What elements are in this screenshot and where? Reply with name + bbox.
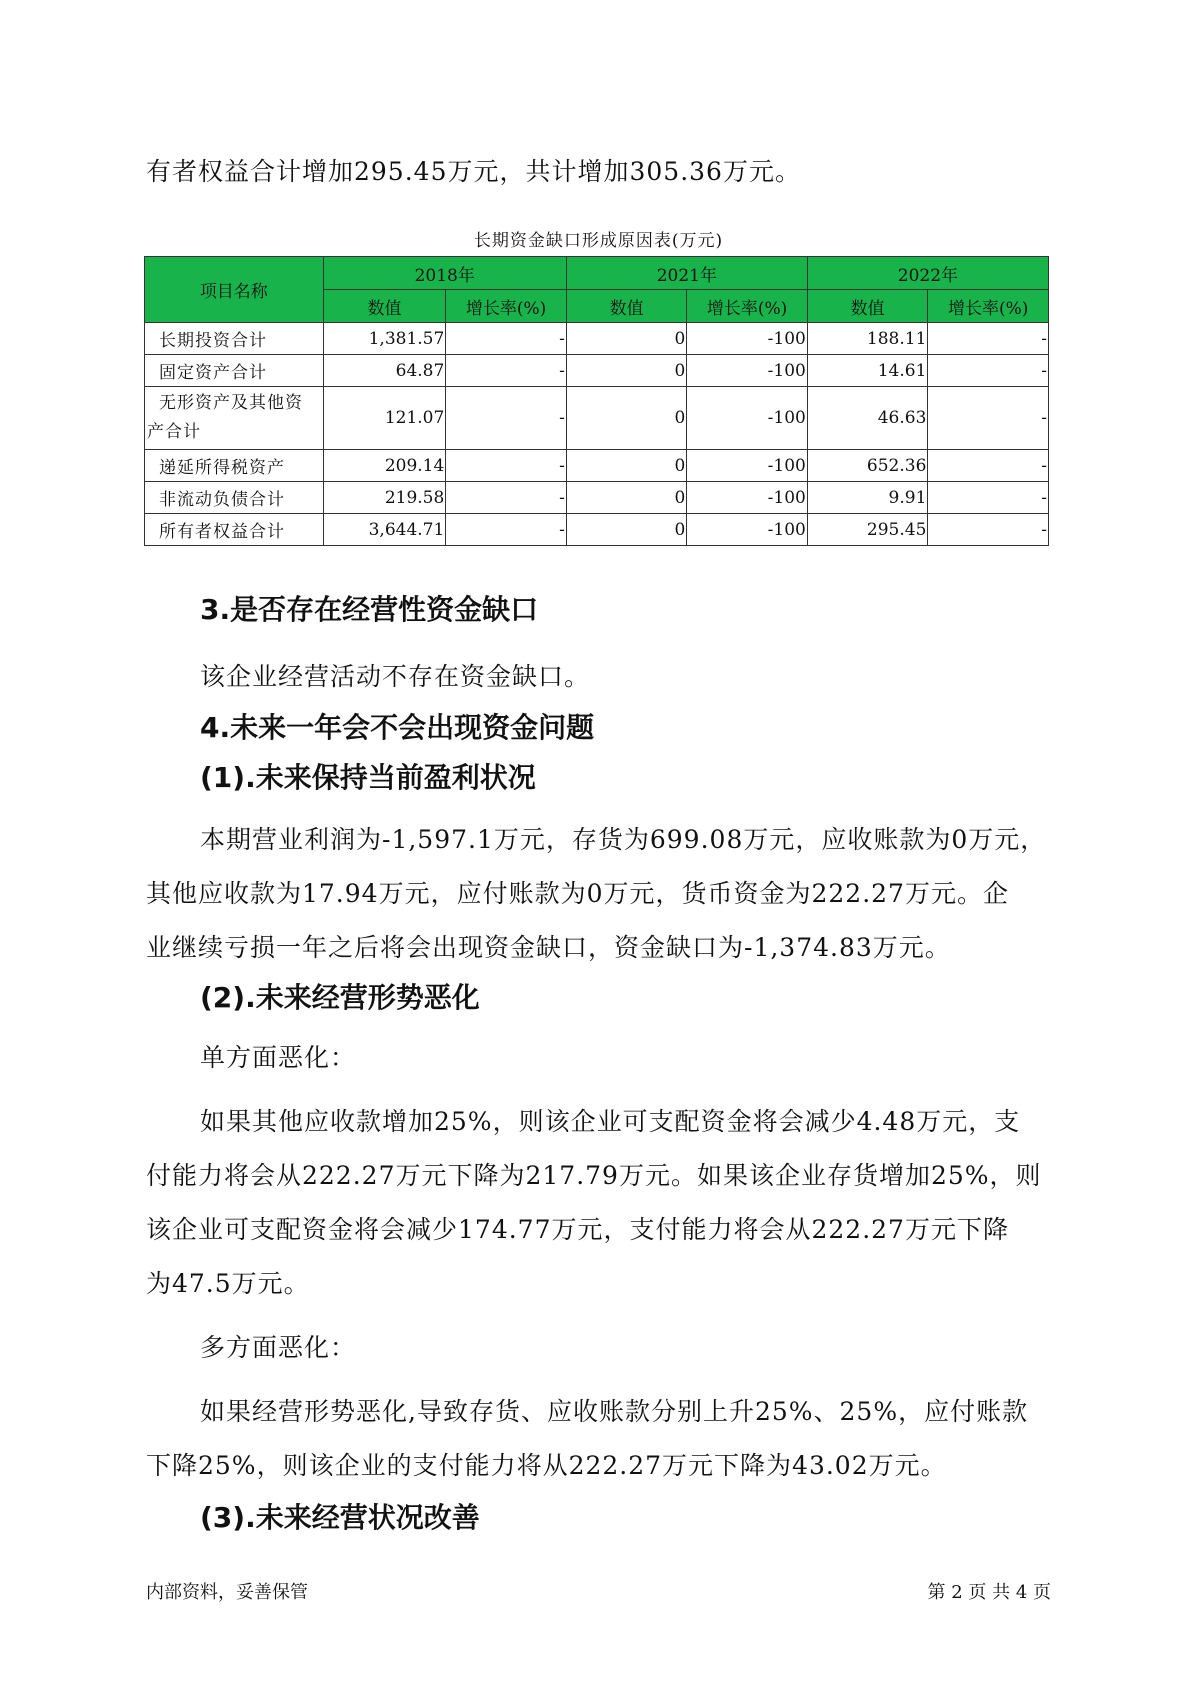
cell-value-2021: 0 (566, 450, 687, 482)
table-row (145, 355, 1049, 387)
cell-growth-2022: - (928, 514, 1049, 546)
header-item-name: 项目名称 (145, 257, 324, 323)
table-row (145, 450, 1049, 482)
paragraph-multi-line2: 下降25%，则该企业的支付能力将从222.27万元下降为43.02万元。 (146, 1451, 947, 1480)
cell-growth-2021: -100 (687, 323, 808, 355)
table-caption: 长期资金缺口形成原因表(万元) (473, 231, 724, 251)
cell-value-2022: 652.36 (807, 450, 928, 482)
cell-value-2018: 3,644.71 (323, 514, 446, 546)
cell-value-2021: 0 (566, 482, 687, 514)
cell-growth-2018: - (446, 355, 567, 387)
paragraph-multi-deterioration: 多方面恶化： (200, 1333, 357, 1362)
cell-growth-2021: -100 (687, 482, 808, 514)
subsection-heading-2: (2).未来经营形势恶化 (200, 981, 480, 1014)
paragraph-profit-line1: 本期营业利润为-1,597.1万元，存货为699.08万元，应收账款为0万元， (200, 825, 1047, 854)
cell-value-2022: 46.63 (807, 387, 928, 450)
cell-growth-2022: - (928, 387, 1049, 450)
row-name: 非流动负债合计 (145, 482, 324, 514)
header-value: 数值 (566, 290, 687, 323)
paragraph-single-line3: 该企业可支配资金将会减少174.77万元，支付能力将会从222.27万元下降 (146, 1215, 1009, 1244)
row-name: 所有者权益合计 (145, 514, 324, 546)
cell-growth-2018: - (446, 450, 567, 482)
cell-growth-2018: - (446, 323, 567, 355)
cell-growth-2018: - (446, 482, 567, 514)
row-name: 递延所得税资产 (145, 450, 324, 482)
table-row (145, 482, 1049, 514)
header-year-2018: 2018年 (323, 257, 566, 290)
cell-growth-2022: - (928, 323, 1049, 355)
row-name (145, 387, 324, 450)
cell-value-2021: 0 (566, 355, 687, 387)
cell-value-2018: 1,381.57 (323, 323, 446, 355)
cell-value-2018: 209.14 (323, 450, 446, 482)
paragraph-single-deterioration: 单方面恶化： (200, 1043, 357, 1072)
cell-growth-2022: - (928, 450, 1049, 482)
cell-growth-2022: - (928, 355, 1049, 387)
cell-growth-2021: -100 (687, 387, 808, 450)
paragraph-single-line4: 为47.5万元。 (146, 1269, 310, 1298)
paragraph-profit-line3: 业继续亏损一年之后将会出现资金缺口，资金缺口为-1,374.83万元。 (146, 933, 951, 962)
header-growth: 增长率(%) (687, 290, 808, 323)
cell-growth-2022: - (928, 482, 1049, 514)
paragraph-no-gap: 该企业经营活动不存在资金缺口。 (200, 662, 591, 691)
row-name-line1: 无形资产及其他资 (159, 393, 303, 413)
header-growth: 增长率(%) (928, 290, 1049, 323)
cell-value-2021: 0 (566, 387, 687, 450)
paragraph-multi-line1: 如果经营形势恶化,导致存货、应收账款分别上升25%、25%，应付账款 (200, 1397, 1029, 1426)
cell-value-2022: 14.61 (807, 355, 928, 387)
subsection-heading-3: (3).未来经营状况改善 (200, 1501, 480, 1534)
cell-growth-2018: - (446, 387, 567, 450)
paragraph-single-line2: 付能力将会从222.27万元下降为217.79万元。如果该企业存货增加25%，则 (146, 1161, 1042, 1190)
header-year-2021: 2021年 (566, 257, 807, 290)
footer-page-number: 第 2 页 共 4 页 (927, 1582, 1051, 1603)
cell-value-2018: 121.07 (323, 387, 446, 450)
table-header-row-years (145, 257, 1049, 290)
cell-value-2021: 0 (566, 514, 687, 546)
table-row (145, 387, 1049, 450)
paragraph-equity-summary: 有者权益合计增加295.45万元，共计增加305.36万元。 (146, 157, 801, 186)
cell-growth-2021: -100 (687, 514, 808, 546)
header-value: 数值 (323, 290, 446, 323)
header-year-2022: 2022年 (807, 257, 1048, 290)
cell-value-2018: 64.87 (323, 355, 446, 387)
cell-value-2021: 0 (566, 323, 687, 355)
header-growth: 增长率(%) (446, 290, 567, 323)
row-name-line2: 产合计 (147, 422, 201, 442)
subsection-heading-1: (1).未来保持当前盈利状况 (200, 761, 536, 794)
cell-growth-2021: -100 (687, 355, 808, 387)
table-row (145, 514, 1049, 546)
row-name: 长期投资合计 (145, 323, 324, 355)
table-row (145, 323, 1049, 355)
cell-value-2022: 295.45 (807, 514, 928, 546)
cell-growth-2021: -100 (687, 450, 808, 482)
cell-value-2018: 219.58 (323, 482, 446, 514)
section-heading-4: 4.未来一年会不会出现资金问题 (200, 711, 595, 744)
section-heading-3: 3.是否存在经营性资金缺口 (200, 593, 539, 626)
row-name: 固定资产合计 (145, 355, 324, 387)
long-term-funding-gap-table (144, 256, 1049, 546)
cell-value-2022: 9.91 (807, 482, 928, 514)
footer-confidential-note: 内部资料，妥善保管 (146, 1582, 308, 1603)
paragraph-single-line1: 如果其他应收款增加25%，则该企业可支配资金将会减少4.48万元，支 (200, 1107, 1021, 1136)
header-value: 数值 (807, 290, 928, 323)
paragraph-profit-line2: 其他应收款为17.94万元，应付账款为0万元，货币资金为222.27万元。企 (146, 879, 1009, 908)
cell-value-2022: 188.11 (807, 323, 928, 355)
cell-growth-2018: - (446, 514, 567, 546)
